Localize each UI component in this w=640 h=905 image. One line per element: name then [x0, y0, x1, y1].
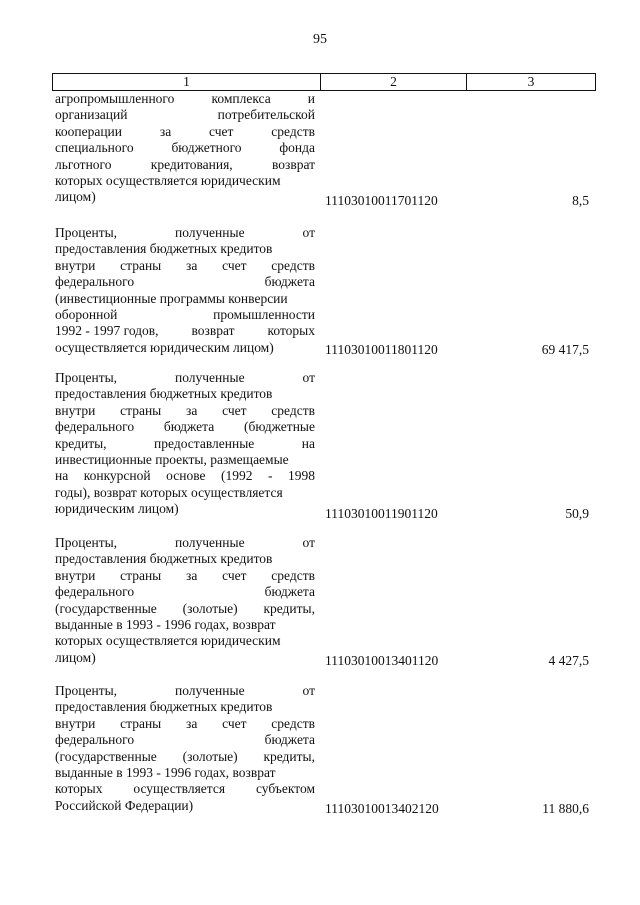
description-word: возврат [191, 323, 235, 339]
description-word: страны [120, 567, 162, 583]
description-line [55, 307, 315, 323]
row-amount: 8,5 [572, 193, 589, 208]
description-word: бюджета [264, 274, 315, 290]
description-word: и [307, 91, 315, 106]
description-word: предоставленные [154, 435, 255, 451]
description-line: предоставления бюджетных кредитов [55, 699, 273, 715]
description-line: годы), возврат которых осуществляется [55, 484, 283, 500]
description-line [55, 568, 315, 584]
description-line [55, 716, 315, 732]
description-word: 1998 [287, 468, 315, 484]
row-amount: 4 427,5 [548, 653, 589, 668]
description-word: страны [120, 257, 162, 273]
description-word: на [55, 468, 69, 484]
header-col-3: 3 [527, 74, 535, 89]
description-line [55, 140, 315, 156]
description-word: Проценты, [55, 683, 118, 698]
table-row [55, 683, 589, 828]
description-line [55, 225, 315, 241]
description-line [55, 732, 315, 748]
description-word: полученные [174, 370, 245, 385]
description-word: счет [222, 402, 247, 418]
description-word: полученные [174, 683, 245, 698]
description-line: которых осуществляется юридическим [55, 172, 281, 188]
description-word: страны [120, 715, 162, 731]
row-amount: 69 417,5 [541, 342, 589, 357]
description-word: комплекса [211, 91, 271, 106]
description-word: конкурсной [83, 468, 151, 484]
description-word: средств [271, 567, 315, 583]
description-line: юридическим лицом) [55, 501, 179, 517]
description-word: кредиты, [263, 748, 315, 764]
description-word: федерального [55, 274, 135, 290]
description-word: потребительской [217, 107, 315, 123]
description-word: основе [166, 468, 206, 484]
description-word: от [302, 225, 315, 240]
description-line [55, 601, 315, 617]
description-word: кредиты, [55, 435, 107, 451]
description-word: (1992 [220, 468, 253, 484]
description-line [55, 468, 315, 484]
description-line [55, 436, 315, 452]
description-word: внутри [55, 402, 96, 418]
description-line: лицом) [55, 189, 96, 205]
table-row [55, 225, 589, 365]
row-description [55, 370, 315, 518]
description-line [55, 683, 315, 699]
row-code: 11103010011901120 [325, 506, 438, 521]
description-word: страны [120, 402, 162, 418]
row-amount: 50,9 [565, 506, 589, 521]
description-word: полученные [174, 225, 245, 240]
description-word: внутри [55, 257, 96, 273]
description-line [55, 749, 315, 765]
description-word: осуществляется [133, 781, 226, 797]
description-line [55, 274, 315, 290]
description-word: оборонной [55, 306, 118, 322]
description-word: за [186, 715, 198, 731]
description-line: выданные в 1993 - 1996 годах, возврат [55, 764, 276, 780]
description-line: выданные в 1993 - 1996 годах, возврат [55, 616, 276, 632]
description-word: (государственные [55, 600, 157, 616]
description-word: на [301, 435, 315, 451]
description-line [55, 124, 315, 140]
description-word: субъектом [255, 781, 315, 797]
description-line: предоставления бюджетных кредитов [55, 551, 273, 567]
description-word: (государственные [55, 748, 157, 764]
description-word: полученные [174, 535, 245, 550]
description-word: счет [222, 567, 247, 583]
description-word: от [302, 370, 315, 385]
description-word: организаций [55, 107, 128, 123]
description-word: Проценты, [55, 535, 118, 550]
row-code: 11103010011701120 [325, 193, 438, 208]
description-word: 1992 - 1997 годов, [55, 323, 159, 339]
description-word: бюджета [264, 584, 315, 600]
description-word: счет [222, 257, 247, 273]
description-word: (золотые) [182, 748, 238, 764]
description-word: за [159, 123, 172, 139]
description-line: которых осуществляется юридическим [55, 633, 281, 649]
table-row [55, 91, 589, 216]
description-line [55, 535, 315, 551]
description-line [55, 157, 315, 173]
page-number: 95 [313, 32, 327, 47]
description-line: (инвестиционные программы конверсии [55, 290, 288, 306]
row-description [55, 535, 315, 666]
description-word: за [186, 257, 198, 273]
description-word: Проценты, [55, 370, 118, 385]
description-word: (бюджетные [244, 419, 315, 435]
description-word: за [186, 402, 198, 418]
description-word: Проценты, [55, 225, 118, 240]
description-word: от [302, 535, 315, 550]
description-line: предоставления бюджетных кредитов [55, 386, 273, 402]
row-code: 11103010011801120 [325, 342, 438, 357]
description-line [55, 107, 315, 123]
description-line: инвестиционные проекты, размещаемые [55, 451, 289, 467]
description-word: средств [271, 123, 315, 139]
description-word: (золотые) [182, 600, 238, 616]
description-word: внутри [55, 715, 96, 731]
description-line [55, 323, 315, 339]
description-word: за [186, 567, 198, 583]
description-word: - [267, 468, 273, 484]
description-word: счет [209, 123, 234, 139]
description-word: кредитования, [150, 156, 233, 172]
description-word: средств [271, 402, 315, 418]
description-word: средств [271, 715, 315, 731]
description-word: федерального [55, 419, 135, 435]
row-code: 11103010013402120 [325, 801, 439, 816]
table-row [55, 535, 589, 675]
description-word: средств [271, 257, 315, 273]
description-line [55, 584, 315, 600]
description-word: от [302, 683, 315, 698]
description-line [55, 91, 315, 107]
header-col-2: 2 [321, 74, 467, 90]
row-description [55, 225, 315, 356]
description-line: Российской Федерации) [55, 797, 194, 813]
description-line: лицом) [55, 649, 96, 665]
description-word: агропромышленного [55, 91, 175, 106]
description-word: счет [222, 715, 247, 731]
description-word: кредиты, [263, 600, 315, 616]
description-line [55, 370, 315, 386]
description-word: промышленности [213, 306, 315, 322]
description-word: фонда [279, 140, 315, 156]
description-line [55, 781, 315, 797]
description-line [55, 403, 315, 419]
row-description [55, 683, 315, 814]
table-row [55, 370, 589, 525]
table-header [52, 73, 596, 91]
description-line: предоставления бюджетных кредитов [55, 241, 273, 257]
description-word: бюджета [264, 732, 315, 748]
description-word: специального [55, 140, 134, 156]
description-word: федерального [55, 732, 135, 748]
row-code: 11103010013401120 [325, 653, 439, 668]
description-word: которых [267, 323, 315, 339]
description-word: которых [55, 781, 103, 797]
description-line: осуществляется юридическим лицом) [55, 339, 274, 355]
description-word: внутри [55, 567, 96, 583]
description-word: кооперации [55, 123, 123, 139]
description-word: бюджета [163, 419, 215, 435]
description-line [55, 419, 315, 435]
description-word: федерального [55, 584, 135, 600]
description-word: возврат [271, 156, 315, 172]
row-amount: 11 880,6 [542, 801, 589, 816]
description-line [55, 258, 315, 274]
description-word: льготного [55, 156, 112, 172]
header-col-1: 1 [53, 74, 321, 90]
row-description [55, 91, 315, 206]
description-word: бюджетного [171, 140, 242, 156]
